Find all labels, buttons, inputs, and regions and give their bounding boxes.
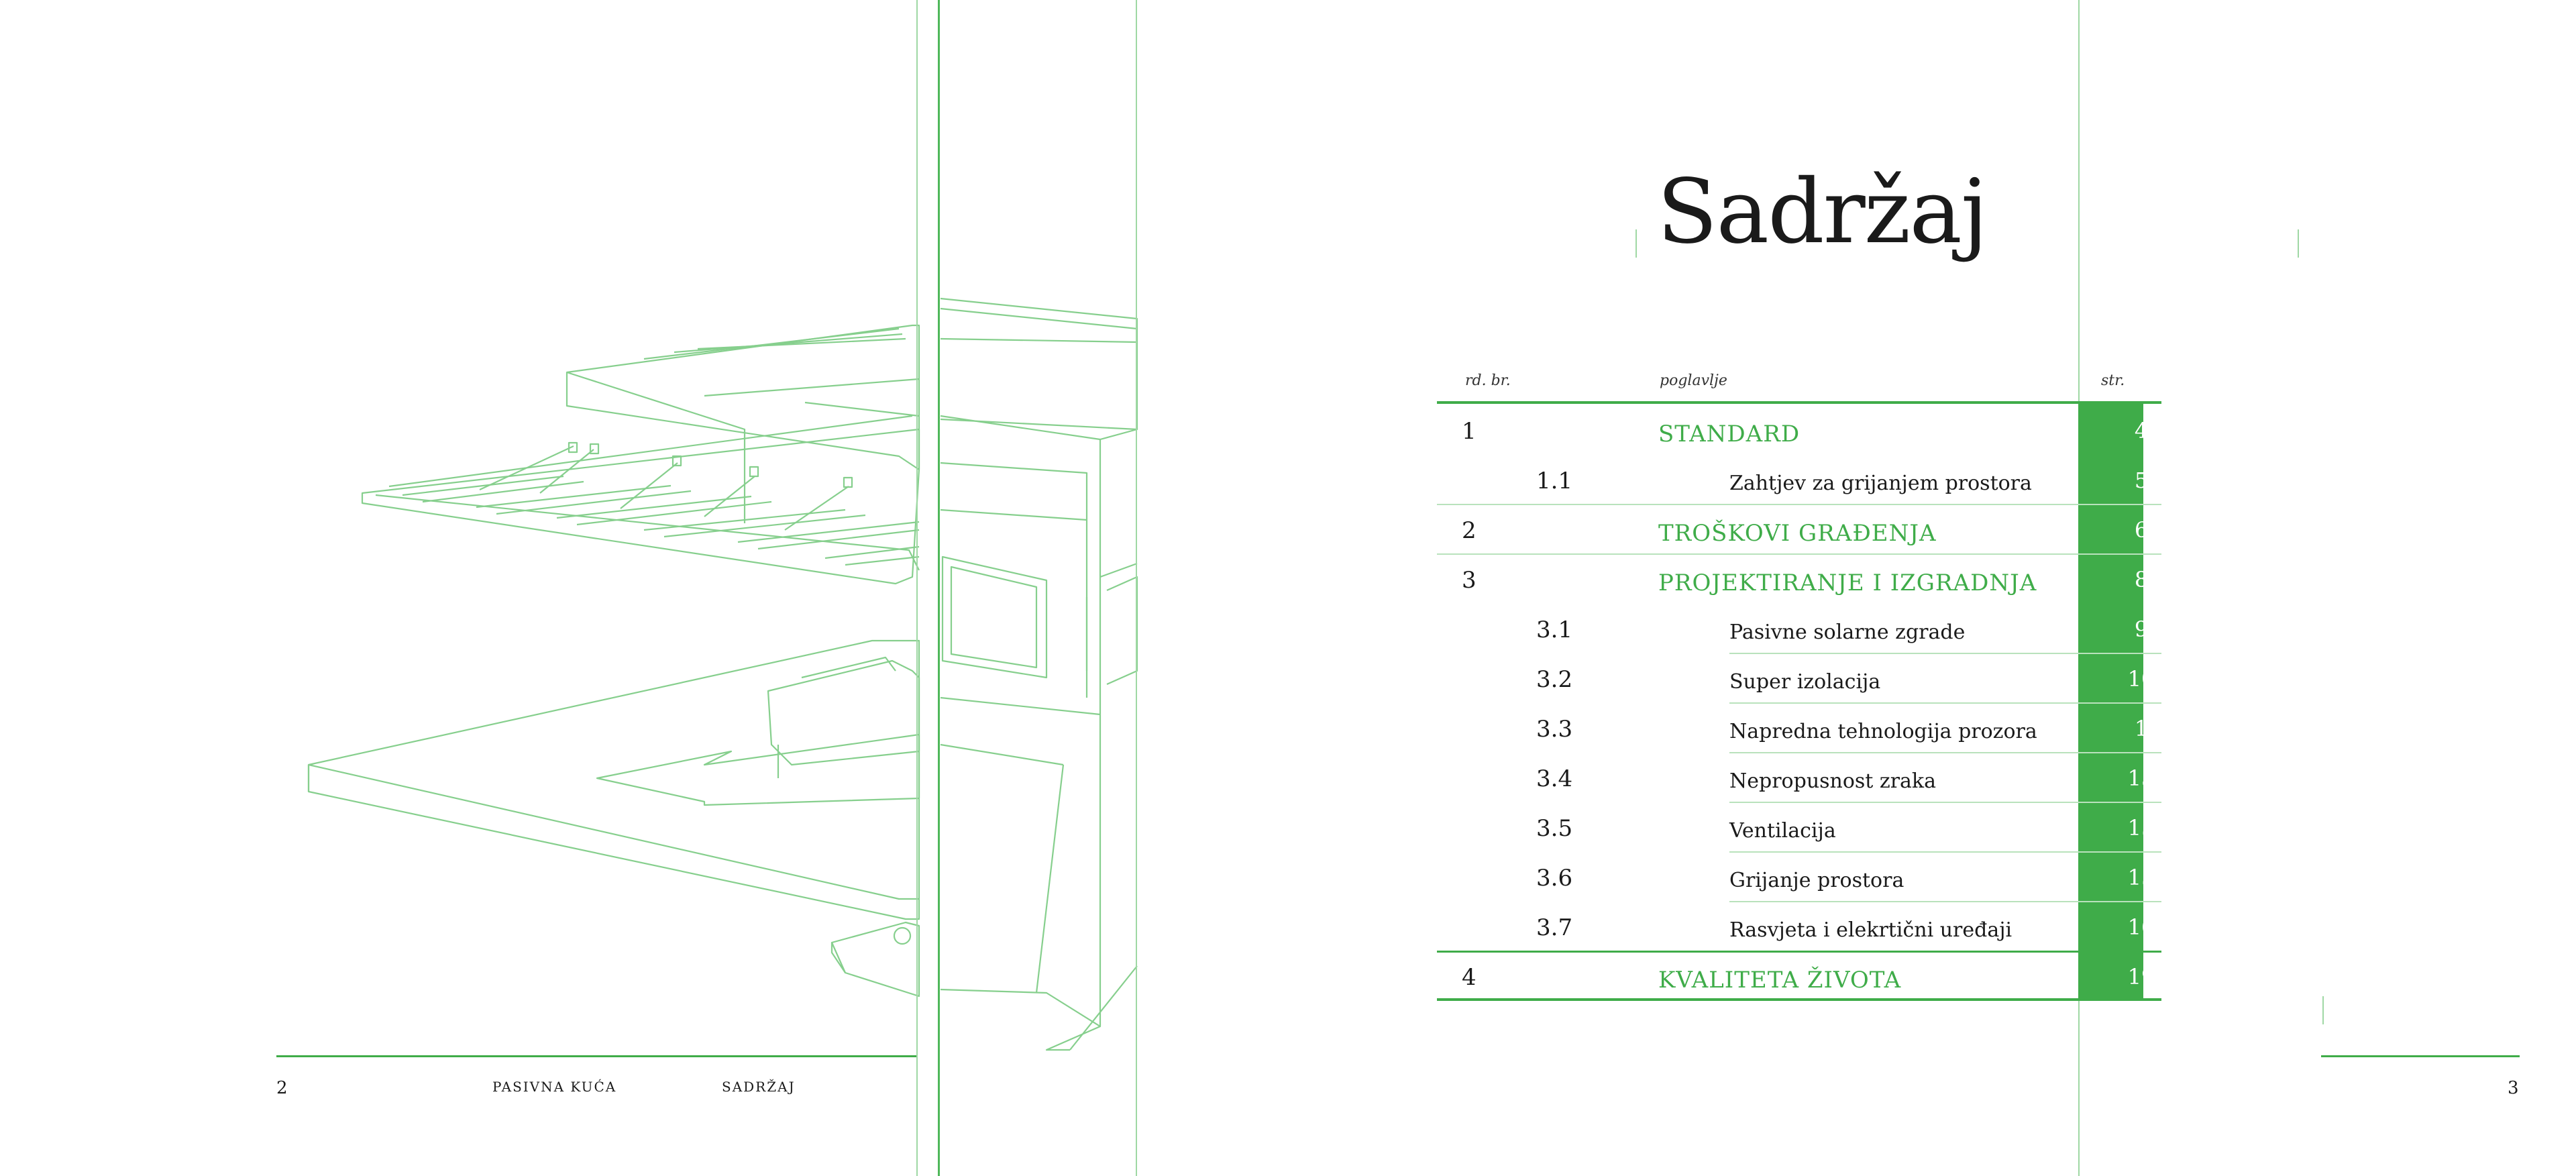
entry-number: 3 (1462, 567, 1477, 594)
guide-line (938, 0, 940, 1176)
entry-label: Ventilacija (1729, 819, 1836, 843)
header-chapter: poglavlje (1660, 372, 1727, 389)
toc-entry (1437, 456, 2161, 505)
entry-label: STANDARD (1658, 421, 1801, 447)
entry-label: Napredna tehnologija prozora (1729, 720, 2037, 743)
entry-page: 5 (2134, 468, 2149, 493)
table-top-rule (1437, 401, 2161, 404)
entry-label: Nepropusnost zraka (1729, 769, 1936, 793)
entry-number: 3.3 (1536, 716, 1573, 743)
entry-page: 16 (2127, 914, 2155, 940)
toc-entry (1437, 952, 2161, 1002)
entry-number: 1 (1462, 418, 1477, 445)
toc-entry (1437, 505, 2161, 555)
entry-page: 10 (2127, 666, 2155, 692)
running-title: PASIVNA KUĆA (492, 1079, 617, 1095)
entry-label: TROŠKOVI GRAĐENJA (1658, 520, 1937, 547)
entry-number: 1.1 (1536, 468, 1573, 494)
section-title: SADRŽAJ (722, 1079, 796, 1095)
entry-label: Zahtjev za grijanjem prostora (1729, 472, 2032, 495)
entry-page: 15 (2127, 865, 2155, 890)
entry-number: 3.7 (1536, 914, 1573, 941)
entry-page: 19 (2127, 964, 2155, 990)
entry-number: 3.5 (1536, 815, 1573, 842)
toc-entry (1437, 555, 2161, 604)
toc-entry (1437, 753, 2161, 803)
entry-number: 3.6 (1536, 865, 1573, 892)
table-bottom-rule (1437, 998, 2161, 1001)
guide-tick (2322, 996, 2324, 1024)
header-page: str. (2101, 372, 2125, 389)
toc-entry (1437, 704, 2161, 753)
guide-tick (1635, 229, 1637, 258)
toc-entry (1437, 803, 2161, 853)
footer-rule-right (2321, 1055, 2520, 1057)
entry-page: 4 (2134, 418, 2149, 443)
entry-label: PROJEKTIRANJE I IZGRADNJA (1658, 570, 2037, 596)
entry-number: 3.2 (1536, 666, 1573, 693)
footer-rule-left (276, 1055, 916, 1057)
entry-label: Super izolacija (1729, 670, 1881, 694)
entry-page: 15 (2127, 815, 2155, 841)
entry-page: 6 (2134, 517, 2149, 543)
page-title: Sadržaj (1657, 160, 1987, 264)
entry-label: Rasvjeta i elekrtični uređaji (1729, 918, 2012, 942)
toc-entry (1437, 902, 2161, 952)
guide-line (1136, 0, 1137, 1176)
entry-label: Grijanje prostora (1729, 869, 1904, 892)
entry-number: 2 (1462, 517, 1477, 544)
toc-entry (1437, 654, 2161, 704)
entry-page: 1 (2134, 716, 2149, 741)
guide-line (916, 0, 918, 1176)
header-number: rd. br. (1465, 372, 1511, 389)
entry-label: Pasivne solarne zgrade (1729, 621, 1966, 644)
entry-number: 3.4 (1536, 765, 1573, 792)
entry-label: KVALITETA ŽIVOTA (1658, 967, 1902, 994)
entry-page: 13 (2127, 765, 2155, 791)
guide-tick (2298, 229, 2299, 258)
toc-entry (1437, 853, 2161, 902)
entry-page: 9 (2134, 617, 2149, 642)
entry-number: 3.1 (1536, 617, 1573, 643)
page-number-left: 2 (276, 1078, 288, 1098)
toc-entry (1437, 604, 2161, 654)
entry-number: 4 (1462, 964, 1477, 991)
toc-entry (1437, 406, 2161, 456)
page-number-right: 3 (2508, 1078, 2519, 1098)
entry-page: 8 (2134, 567, 2149, 592)
